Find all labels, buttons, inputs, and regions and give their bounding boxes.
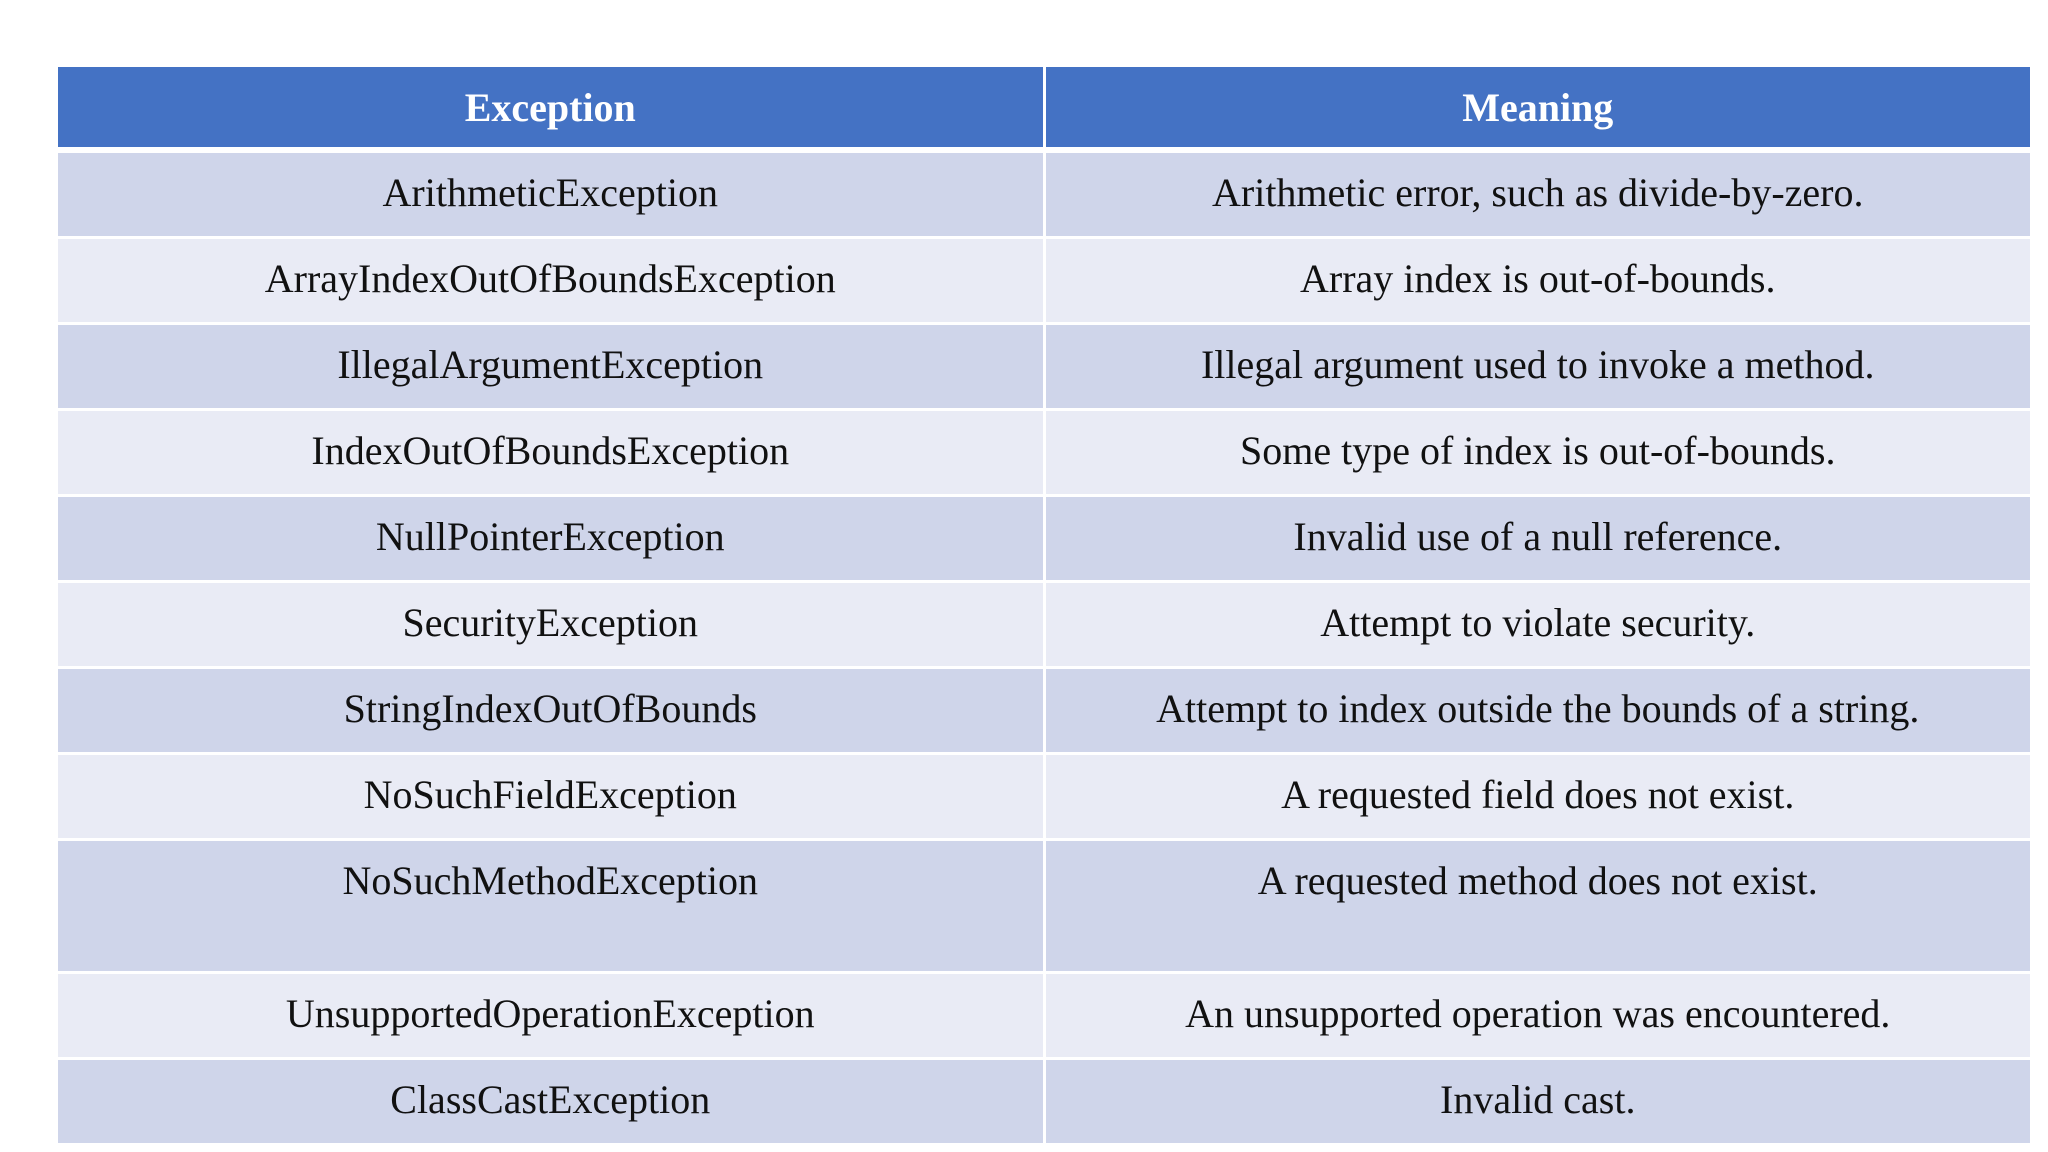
- table-row: [58, 840, 2030, 973]
- table-row: [58, 324, 2030, 410]
- exceptions-table: [58, 67, 2030, 1146]
- exception-name-cell: SecurityException: [58, 582, 1044, 668]
- meaning-cell: Array index is out-of-bounds.: [1044, 238, 2030, 324]
- exception-name-cell: NoSuchFieldException: [58, 754, 1044, 840]
- exception-name-cell: ArrayIndexOutOfBoundsException: [58, 238, 1044, 324]
- table-row: [58, 754, 2030, 840]
- meaning-cell: Invalid use of a null reference.: [1044, 496, 2030, 582]
- meaning-cell: A requested method does not exist.: [1044, 840, 2030, 973]
- exception-name-cell: UnsupportedOperationException: [58, 973, 1044, 1059]
- exception-name-cell: NullPointerException: [58, 496, 1044, 582]
- table-row: [58, 238, 2030, 324]
- meaning-cell: Attempt to violate security.: [1044, 582, 2030, 668]
- table-header-row: [58, 67, 2030, 150]
- meaning-cell: Invalid cast.: [1044, 1059, 2030, 1145]
- meaning-cell: An unsupported operation was encountered.: [1044, 973, 2030, 1059]
- table-row: [58, 496, 2030, 582]
- table-row: [58, 150, 2030, 238]
- header-exception: Exception: [58, 67, 1044, 150]
- meaning-cell: Some type of index is out-of-bounds.: [1044, 410, 2030, 496]
- table-row: [58, 582, 2030, 668]
- meaning-cell: Arithmetic error, such as divide-by-zero.: [1044, 150, 2030, 238]
- meaning-cell: A requested field does not exist.: [1044, 754, 2030, 840]
- exception-name-cell: StringIndexOutOfBounds: [58, 668, 1044, 754]
- header-meaning: Meaning: [1044, 67, 2030, 150]
- meaning-cell: Attempt to index outside the bounds of a string.: [1044, 668, 2030, 754]
- table-row: [58, 1059, 2030, 1145]
- meaning-cell: Illegal argument used to invoke a method.: [1044, 324, 2030, 410]
- table-row: [58, 410, 2030, 496]
- table-row: [58, 973, 2030, 1059]
- exception-name-cell: IndexOutOfBoundsException: [58, 410, 1044, 496]
- exception-name-cell: IllegalArgumentException: [58, 324, 1044, 410]
- exception-name-cell: NoSuchMethodException: [58, 840, 1044, 973]
- table-row: [58, 668, 2030, 754]
- exception-name-cell: ClassCastException: [58, 1059, 1044, 1145]
- exception-name-cell: ArithmeticException: [58, 150, 1044, 238]
- exceptions-table-container: [58, 67, 2030, 1146]
